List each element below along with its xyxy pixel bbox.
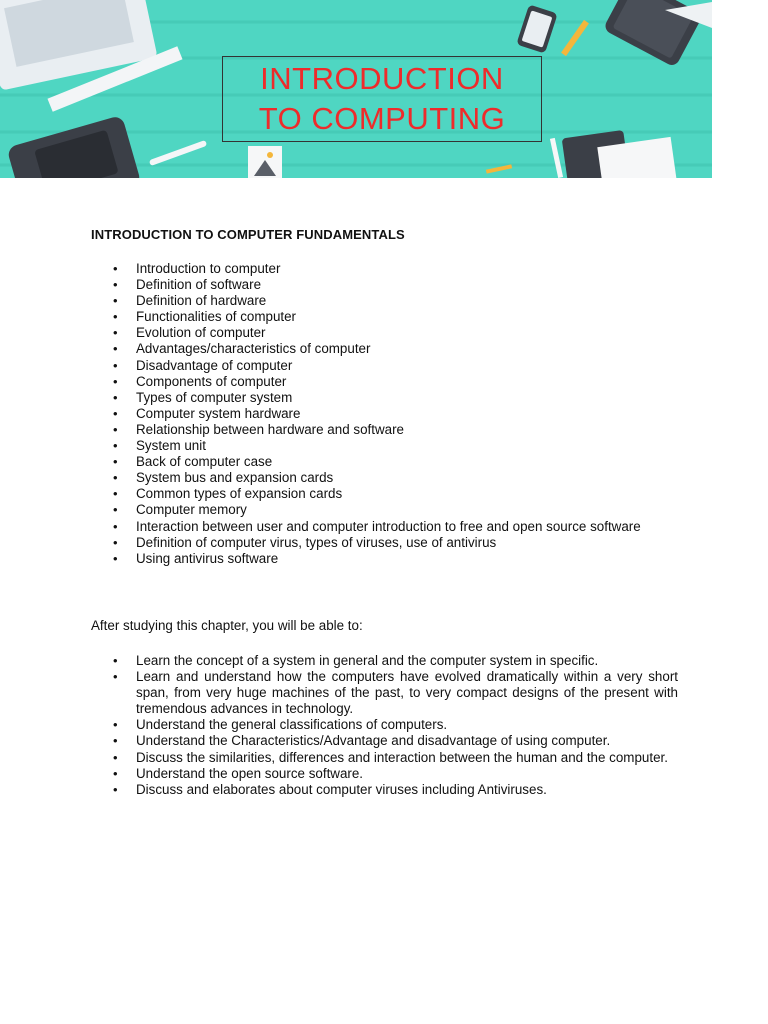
list-item: • Computer system hardware bbox=[91, 406, 678, 422]
list-item: • Relationship between hardware and software bbox=[91, 422, 678, 438]
title-line-2: TO COMPUTING bbox=[258, 101, 506, 136]
header-banner bbox=[0, 0, 712, 178]
list-item: • Discuss the similarities, differences and interaction between the human and the computer. bbox=[91, 750, 678, 766]
list-item: • System unit bbox=[91, 438, 678, 454]
list-item: • Computer memory bbox=[91, 502, 678, 518]
list-item: • Definition of computer virus, types of viruses, use of antivirus bbox=[91, 535, 678, 551]
list-item: • Disadvantage of computer bbox=[91, 358, 678, 374]
list-item: • Learn the concept of a system in general and the computer system in specific. bbox=[91, 653, 678, 669]
list-item: • Learn and understand how the computers have evolved dramatically within a very short span, from very huge machines of the past, to very compact designs of the present with tremendous advances in technology. bbox=[91, 669, 678, 717]
image-icon bbox=[248, 146, 282, 178]
list-item: • Back of computer case bbox=[91, 454, 678, 470]
section-heading: INTRODUCTION TO COMPUTER FUNDAMENTALS bbox=[91, 227, 405, 242]
title-line-1: INTRODUCTION bbox=[260, 61, 504, 96]
list-item: • Understand the Characteristics/Advantage and disadvantage of using computer. bbox=[91, 733, 678, 749]
topics-list bbox=[91, 261, 678, 567]
outcomes-list bbox=[91, 653, 678, 798]
list-item: • Definition of software bbox=[91, 277, 678, 293]
list-item: • Types of computer system bbox=[91, 390, 678, 406]
list-item: • Understand the open source software. bbox=[91, 766, 678, 782]
list-item: • System bus and expansion cards bbox=[91, 470, 678, 486]
list-item: • Common types of expansion cards bbox=[91, 486, 678, 502]
list-item: • Understand the general classifications of computers. bbox=[91, 717, 678, 733]
list-item: • Functionalities of computer bbox=[91, 309, 678, 325]
title-box bbox=[222, 56, 542, 142]
list-item: • Definition of hardware bbox=[91, 293, 678, 309]
list-item: • Evolution of computer bbox=[91, 325, 678, 341]
list-item: • Interaction between user and computer introduction to free and open source software bbox=[91, 519, 678, 535]
outcomes-intro: After studying this chapter, you will be able to: bbox=[91, 618, 363, 633]
list-item: • Using antivirus software bbox=[91, 551, 678, 567]
list-item: • Components of computer bbox=[91, 374, 678, 390]
list-item: • Advantages/characteristics of computer bbox=[91, 341, 678, 357]
list-item: • Introduction to computer bbox=[91, 261, 678, 277]
list-item: • Discuss and elaborates about computer viruses including Antiviruses. bbox=[91, 782, 678, 798]
